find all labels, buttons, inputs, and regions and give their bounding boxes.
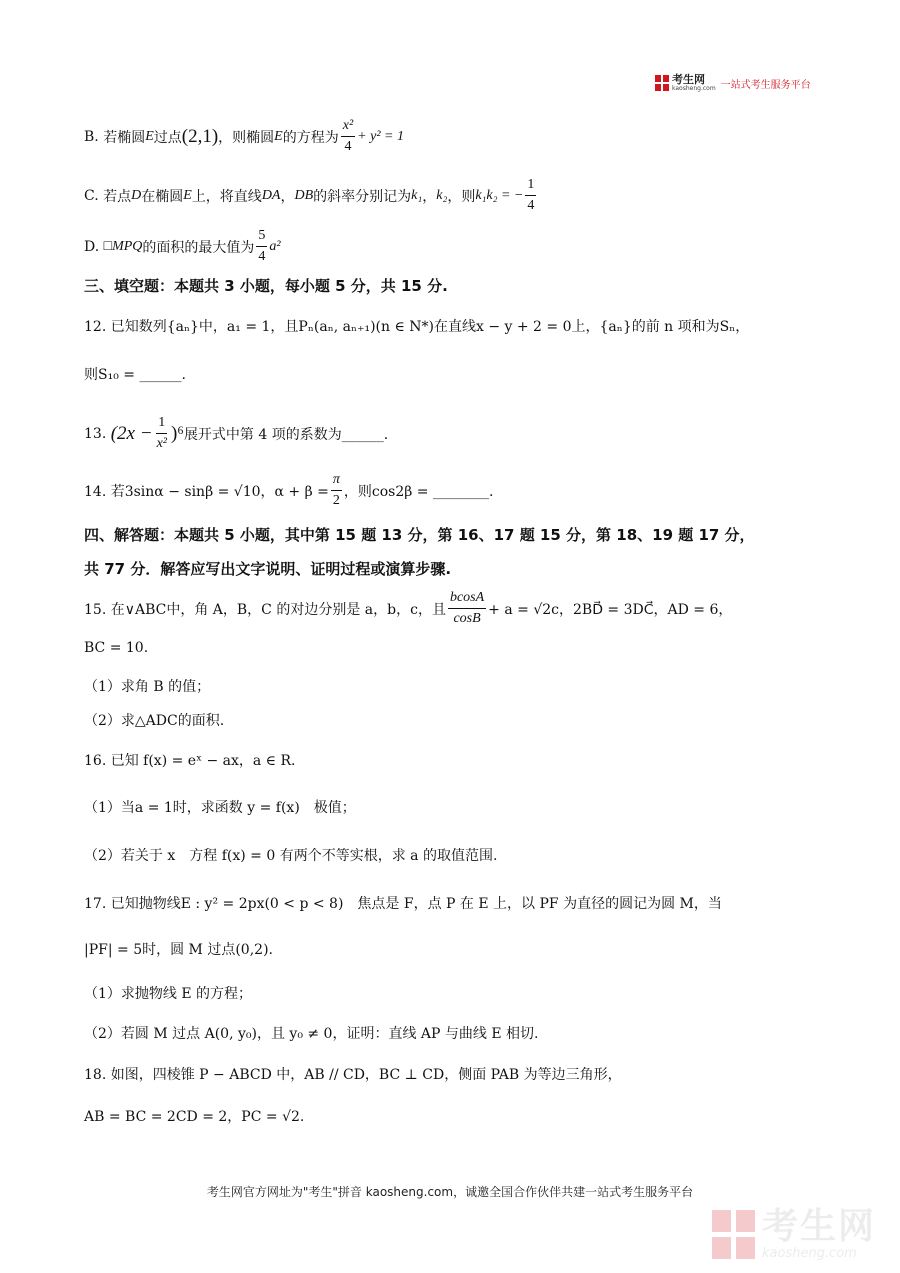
q13 <box>84 413 388 454</box>
watermark-logo-icon <box>712 1210 756 1260</box>
option-d <box>84 226 281 267</box>
math-var: DA <box>261 187 281 203</box>
question-text: 14. 若3sinα − sinβ = √10，α + β = <box>84 483 329 500</box>
q16-line1: 16. 已知 f(x) = eˣ − ax，a ∈ R. <box>84 753 296 769</box>
brand-name: 考生网 <box>672 73 705 86</box>
fraction: $\frac{1}{4}$ <box>527 177 535 213</box>
q12-line2: 则S₁₀ = ______. <box>84 367 186 383</box>
fraction: $\frac{\text{x²}}{4}$ <box>342 118 354 154</box>
question-text: 展开式中第 4 项的系数为______. <box>183 426 389 443</box>
brand-url: kaosheng.com <box>672 85 716 92</box>
q17-part2: （2）若圆 M 过点 A(0, y₀)，且 y₀ ≠ 0，证明：直线 AP 与曲线 E 相切. <box>84 1026 539 1042</box>
math-var: k₂ <box>436 187 448 203</box>
option-text: 上，将直线 <box>191 188 262 205</box>
q12-line1: 12. 已知数列{aₙ}中，a₁ = 1，且Pₙ(aₙ, aₙ₊₁)(n ∈ N*)在直线x − y + 2 = 0上，{aₙ}的前 n 项和为Sₙ， <box>84 319 750 335</box>
fraction: $\frac{5}{4}$ <box>258 228 266 264</box>
option-label: B. <box>84 128 99 145</box>
option-text: 的方程为 <box>282 129 339 146</box>
q18-line2: AB = BC = 2CD = 2，PC = √2. <box>84 1109 305 1125</box>
question-text: 15. 在∨ABC中，角 A，B，C 的对边分别是 a，b，c，且 <box>84 601 446 618</box>
q17-line1: 17. 已知抛物线E : y² = 2px(0 < p < 8) 焦点是 F，点 P 在 E 上，以 PF 为直径的圆记为圆 M，当 <box>84 896 722 912</box>
math-expr: + y² = 1 <box>357 128 404 144</box>
option-text: ，则 <box>447 188 476 205</box>
math-var: □MPQ <box>103 238 143 254</box>
brand-text <box>672 74 716 92</box>
option-c <box>84 175 538 216</box>
option-text: ， <box>280 188 295 205</box>
question-number: 13. <box>84 425 107 442</box>
section-3-heading: 三、填空题：本题共 3 小题，每小题 5 分，共 15 分. <box>84 277 448 295</box>
math-var: E <box>183 187 192 203</box>
q14 <box>84 470 493 511</box>
watermark-url: kaosheng.com <box>762 1246 857 1261</box>
section-4-heading-line1: 四、解答题：本题共 5 小题，其中第 15 题 13 分，第 16、17 题 15 分，第 18、19 题 17 分， <box>84 526 755 544</box>
q15-part2: （2）求△ADC的面积. <box>84 713 225 729</box>
q15-part1: （1）求角 B 的值； <box>84 679 211 695</box>
math-var: E <box>145 128 154 144</box>
footer-text: 考生网官方网址为"考生"拼音 kaosheng.com，诚邀全国合作伙伴共建一站式考生服务平台 <box>206 1185 694 1199</box>
section-4-heading-line2: 共 77 分．解答应写出文字说明、证明过程或演算步骤. <box>84 560 452 578</box>
watermark <box>712 1208 876 1261</box>
math-var: D <box>131 187 142 203</box>
option-label: C. <box>84 187 99 204</box>
math-expr: (2x − <box>110 422 153 444</box>
fraction: $\frac{1}{\text{x²}}$ <box>156 415 167 451</box>
q15-line1 <box>84 588 732 629</box>
option-text: 在椭圆 <box>141 188 184 205</box>
header-logo[interactable] <box>655 74 811 92</box>
option-text: 若点 <box>103 188 132 205</box>
q18-line1: 18. 如图，四棱锥 P − ABCD 中，AB // CD，BC ⊥ CD，侧面 PAB 为等边三角形， <box>84 1067 622 1083</box>
q15-line2: BC = 10. <box>84 640 149 656</box>
q17-part1: （1）求抛物线 E 的方程； <box>84 986 253 1002</box>
question-text: ，则cos2β = ________. <box>343 483 494 500</box>
q17-line2: |PF| = 5时，圆 M 过点(0,2). <box>84 942 273 958</box>
option-text: 若椭圆 <box>103 129 146 146</box>
option-b <box>84 116 404 157</box>
option-text: 的斜率分别记为 <box>313 188 412 205</box>
option-label: D. <box>84 238 100 255</box>
math-var: DB <box>294 187 314 203</box>
option-text: 的面积的最大值为 <box>142 239 255 256</box>
math-var: k₁ <box>411 187 423 203</box>
brand-logo-icon <box>655 75 669 91</box>
question-text: + a = √2c，2BD⃗ = 3DC⃗，AD = 6， <box>488 601 733 618</box>
brand-slogan: 一站式考生服务平台 <box>720 79 811 91</box>
fraction: $\frac{bcosA}{\cos B}$ <box>449 590 485 626</box>
math-point: (2,1) <box>181 125 219 147</box>
option-text: ，则椭圆 <box>218 129 275 146</box>
math-var: E <box>274 128 283 144</box>
q16-part2: （2）若关于 x 方程 f(x) = 0 有两个不等实根，求 a 的取值范围. <box>84 848 498 864</box>
fraction: $\frac{\pi}{2}$ <box>332 472 340 508</box>
math-expr: k₁k₂ = − <box>475 187 524 203</box>
option-text: ， <box>422 188 437 205</box>
math-expr: )⁶ <box>170 422 184 444</box>
watermark-name: 考生网 <box>762 1206 877 1247</box>
math-expr: a² <box>269 238 281 254</box>
q16-part1: （1）当a = 1时，求函数 y = f(x) 极值； <box>84 800 356 816</box>
option-text: 过点 <box>153 129 182 146</box>
